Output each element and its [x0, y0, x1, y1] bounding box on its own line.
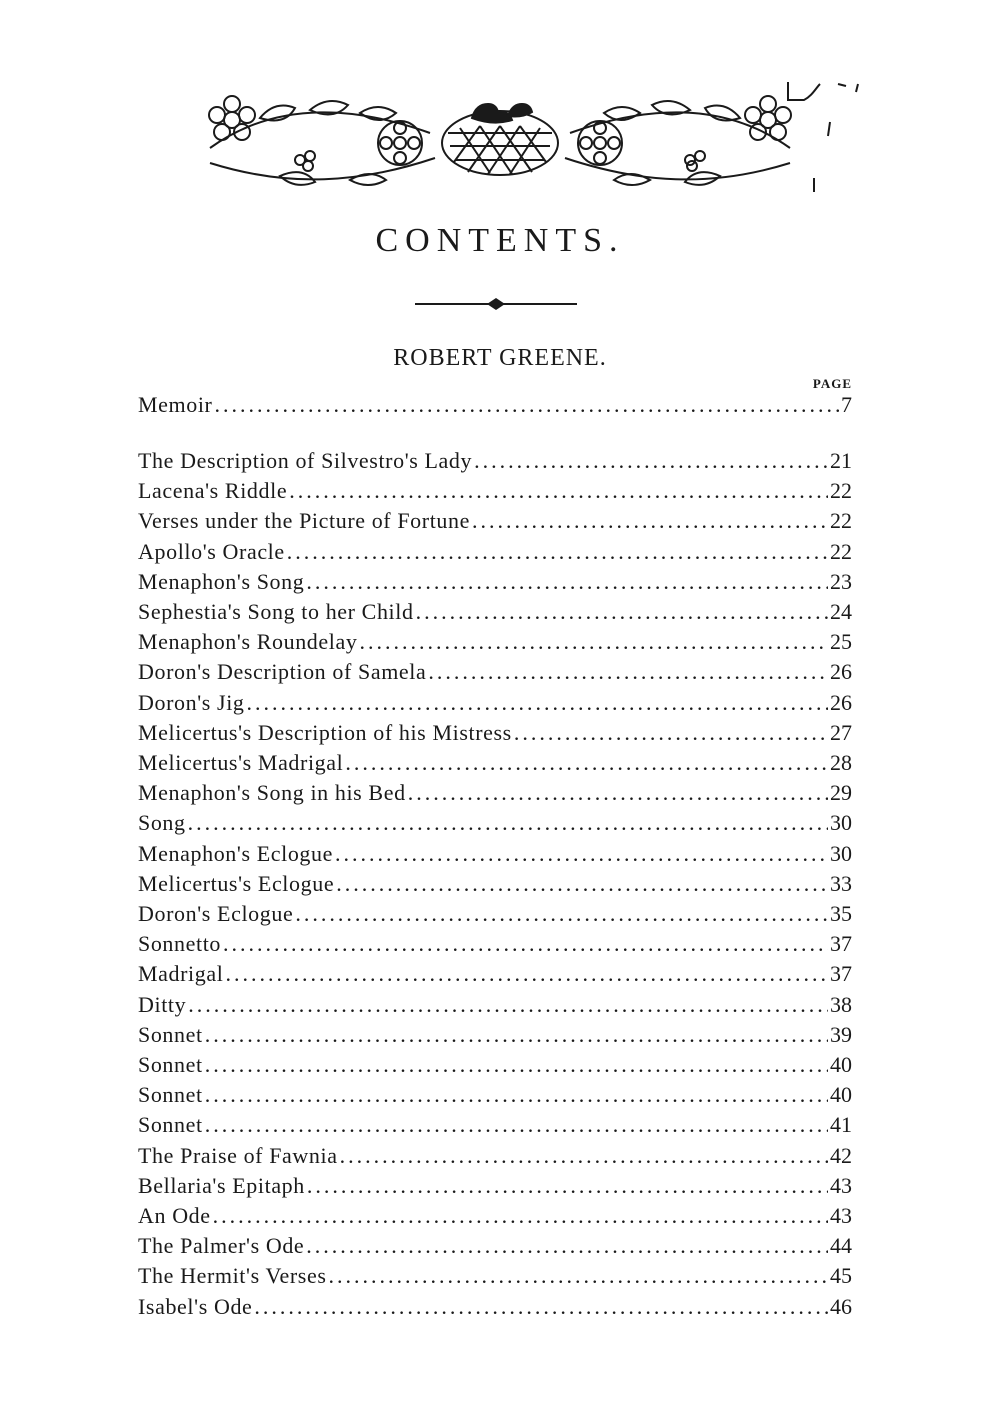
toc-entry-page: 46 — [830, 1293, 852, 1319]
toc-entry-title: Sonnet — [138, 1052, 203, 1077]
toc-entry[interactable] — [138, 929, 852, 959]
toc-entry-page: 23 — [830, 568, 852, 594]
toc-entry-page: 37 — [830, 961, 852, 987]
toc-entry-title: Doron's Description of Samela — [138, 659, 427, 685]
toc-entry-title: The Palmer's Ode — [138, 1233, 305, 1259]
toc-entry[interactable] — [138, 597, 852, 627]
dot-leader — [359, 627, 828, 657]
dot-leader — [188, 808, 828, 838]
dot-leader — [205, 1110, 828, 1140]
dot-leader — [188, 990, 828, 1020]
toc-entry-title: Menaphon's Eclogue — [138, 840, 333, 866]
floral-nest-ornament — [200, 88, 800, 188]
dot-leader — [472, 506, 828, 536]
toc-entry-title: Melicertus's Description of his Mistress — [138, 719, 512, 745]
dot-leader — [474, 446, 828, 476]
toc-entry-page: 26 — [830, 689, 852, 715]
toc-entry[interactable] — [138, 778, 852, 808]
page-column-label: PAGE — [812, 376, 852, 391]
toc-entry-page: 26 — [830, 659, 852, 685]
toc-entry-page: 42 — [830, 1142, 852, 1168]
toc-entry-page: 21 — [830, 448, 852, 473]
toc-entry-title: Bellaria's Epitaph — [138, 1172, 305, 1198]
dot-leader — [295, 899, 828, 929]
toc-entry[interactable] — [138, 839, 852, 869]
toc-entry[interactable] — [138, 567, 852, 597]
toc-entry-page: 40 — [830, 1052, 852, 1077]
contents-heading: CONTENTS. — [375, 222, 625, 259]
dot-leader — [306, 1231, 828, 1261]
toc-entry-page: 43 — [830, 1172, 852, 1198]
toc-entry-page: 41 — [830, 1112, 852, 1138]
toc-entry-title: Sonnet — [138, 1082, 203, 1108]
toc-entry[interactable] — [138, 1201, 852, 1231]
toc-entry-page: 25 — [830, 629, 852, 655]
toc-entry-page: 33 — [830, 870, 852, 896]
toc-entry-title: Lacena's Riddle — [138, 478, 288, 504]
dot-leader — [307, 1171, 828, 1201]
dot-leader — [205, 1050, 828, 1080]
dot-leader — [225, 959, 828, 989]
toc-entry-title: Madrigal — [138, 961, 224, 987]
dot-leader — [247, 688, 828, 718]
toc-entry-page: 7 — [841, 392, 852, 417]
dot-leader — [328, 1261, 828, 1291]
toc-entry[interactable] — [138, 1080, 852, 1110]
toc-entry-page: 35 — [830, 901, 852, 926]
toc-entry-title: Doron's Jig — [138, 689, 245, 715]
toc-entry[interactable] — [138, 990, 852, 1020]
toc-entry-title: Sephestia's Song to her Child — [138, 599, 414, 624]
toc-entry[interactable] — [138, 1050, 852, 1080]
toc-entry[interactable] — [138, 446, 852, 476]
toc-entry-page: 37 — [830, 931, 852, 957]
toc-entry[interactable] — [138, 537, 852, 567]
toc-entry-page: 44 — [830, 1233, 852, 1259]
toc-entry[interactable] — [138, 869, 852, 899]
toc-entry-title: Menaphon's Song in his Bed — [138, 780, 406, 806]
toc-entry[interactable] — [138, 506, 852, 536]
toc-entry-title: Sonnet — [138, 1112, 203, 1138]
dot-leader — [205, 1020, 828, 1050]
toc-entry-page: 28 — [830, 750, 852, 775]
dot-leader — [254, 1292, 828, 1322]
toc-entry-memoir[interactable] — [138, 390, 852, 420]
toc-entry[interactable] — [138, 1020, 852, 1050]
toc-entry-title: Doron's Eclogue — [138, 901, 294, 926]
toc-entry[interactable] — [138, 476, 852, 506]
dot-leader — [428, 657, 828, 687]
toc-entry[interactable] — [138, 1231, 852, 1261]
toc-entry-title: Sonnetto — [138, 931, 222, 957]
toc-entry-page: 24 — [830, 599, 852, 624]
dot-leader — [205, 1080, 828, 1110]
dot-leader — [514, 718, 828, 748]
toc-entry-page: 45 — [830, 1263, 852, 1289]
toc-entry[interactable] — [138, 1261, 852, 1291]
toc-entry-title: Sonnet — [138, 1021, 203, 1047]
toc-entry[interactable] — [138, 718, 852, 748]
toc-entry[interactable] — [138, 1141, 852, 1171]
dot-leader — [214, 390, 839, 420]
toc-entry[interactable] — [138, 748, 852, 778]
dot-leader — [213, 1201, 828, 1231]
toc-entry-page: 43 — [830, 1203, 852, 1228]
dot-leader — [408, 778, 828, 808]
toc-entry-page: 22 — [830, 538, 852, 564]
toc-entry-page: 22 — [830, 478, 852, 504]
toc-entry[interactable] — [138, 688, 852, 718]
toc-entry[interactable] — [138, 1110, 852, 1140]
toc-entry-title: The Hermit's Verses — [138, 1263, 327, 1289]
dot-leader — [287, 537, 828, 567]
toc-entry[interactable] — [138, 808, 852, 838]
stray-marks — [780, 78, 900, 208]
author-heading: ROBERT GREENE. — [393, 345, 607, 371]
toc-entry-page: 30 — [830, 810, 852, 836]
toc-entry-page: 22 — [830, 508, 852, 534]
toc-entry[interactable] — [138, 959, 852, 989]
dot-leader — [336, 869, 828, 899]
toc-entry-title: Verses under the Picture of Fortune — [138, 508, 470, 534]
dot-leader — [345, 748, 828, 778]
toc-entry[interactable] — [138, 1292, 852, 1322]
dot-leader — [223, 929, 828, 959]
toc-entry-title: Melicertus's Madrigal — [138, 750, 344, 775]
dot-leader — [340, 1141, 828, 1171]
toc-entry-page: 30 — [830, 840, 852, 866]
toc-entry-title: Menaphon's Song — [138, 568, 305, 594]
diamond-rule-divider — [415, 296, 577, 312]
toc-entry-page: 40 — [830, 1082, 852, 1108]
dot-leader — [289, 476, 828, 506]
toc-entry[interactable] — [138, 899, 852, 929]
toc-entry-title: An Ode — [138, 1203, 211, 1228]
toc-entry-page: 38 — [830, 991, 852, 1017]
toc-entry-title: Menaphon's Roundelay — [138, 629, 358, 655]
toc-entry-page: 39 — [830, 1021, 852, 1047]
toc-entry-title: Ditty — [138, 991, 187, 1017]
toc-entry-title: Song — [138, 810, 186, 836]
toc-entry-page: 27 — [830, 719, 852, 745]
toc-entry[interactable] — [138, 1171, 852, 1201]
toc-entry-title: Apollo's Oracle — [138, 538, 285, 564]
toc-entry-title: The Praise of Fawnia — [138, 1142, 338, 1168]
toc-entry-title: Melicertus's Eclogue — [138, 870, 335, 896]
toc-entry-title: Memoir — [138, 392, 213, 417]
dot-leader — [306, 567, 828, 597]
toc-entry-title: The Description of Silvestro's Lady — [138, 448, 473, 473]
dot-leader — [416, 597, 828, 627]
toc-entry-page: 29 — [830, 780, 852, 806]
dot-leader — [335, 839, 828, 869]
toc-entry-title: Isabel's Ode — [138, 1293, 253, 1319]
toc-entry[interactable] — [138, 627, 852, 657]
toc-entry[interactable] — [138, 657, 852, 687]
